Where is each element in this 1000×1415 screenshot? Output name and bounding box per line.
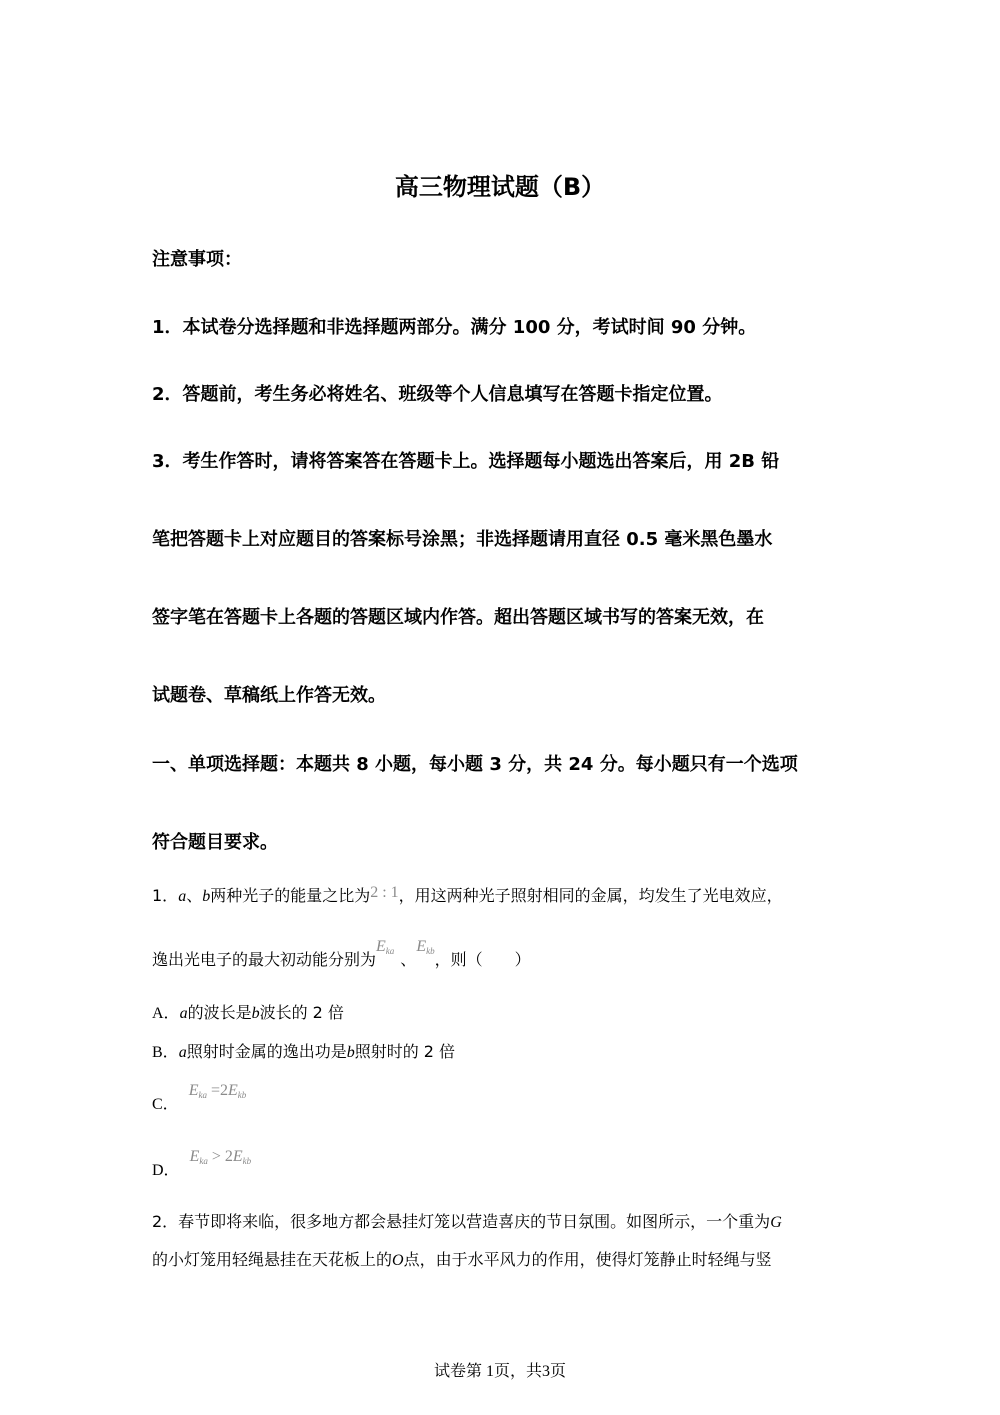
notice-item-1: 1．本试卷分选择题和非选择题两部分。满分 100 分，考试时间 90 分钟。: [152, 317, 757, 338]
var-b: b: [346, 1044, 355, 1061]
question-1-line-1: [152, 883, 783, 906]
option-text: 波长的 2 倍: [259, 1003, 344, 1022]
option-a: [152, 1000, 344, 1023]
question-text: 逸出光电子的最大初动能分别为: [152, 950, 377, 969]
section1-heading-line-2: 符合题目要求。: [152, 832, 278, 853]
question-2-line-2: [152, 1247, 772, 1270]
question-text: 2．春节即将来临，很多地方都会悬挂灯笼以营造喜庆的节日氛围。如图所示，一个重为: [152, 1212, 771, 1231]
option-label: D．: [152, 1162, 180, 1179]
notice-item-3-line-3: 签字笔在答题卡上各题的答题区域内作答。超出答题区域书写的答案无效，在: [152, 607, 764, 628]
question-text: ，则（ ）: [434, 950, 531, 969]
question-1-line-2: [152, 938, 531, 970]
option-text: 的波长是: [187, 1003, 252, 1022]
option-d: [152, 1148, 252, 1180]
var-a: a: [178, 888, 187, 905]
ratio-formula: 2 : 1: [370, 884, 399, 901]
separator: 、: [186, 886, 203, 905]
separator: 、: [400, 950, 417, 969]
option-text: 照射时的 2 倍: [354, 1042, 456, 1061]
notice-item-3-line-4: 试题卷、草稿纸上作答无效。: [152, 685, 386, 706]
notice-item-3-line-2: 笔把答题卡上对应题目的答案标号涂黑；非选择题请用直径 0.5 毫米黑色墨水: [152, 529, 773, 550]
var-b: b: [202, 888, 211, 905]
var-a: a: [178, 1044, 187, 1061]
option-c: [152, 1082, 247, 1114]
var-b: b: [251, 1005, 260, 1022]
option-label: A．: [152, 1005, 180, 1022]
page-title: 高三物理试题（B）: [394, 173, 606, 201]
question-text: 点，由于水平风力的作用，使得灯笼静止时轻绳与竖: [403, 1250, 772, 1269]
formula-eka: $E_{ka}$: [376, 938, 395, 956]
question-2-line-1: [152, 1209, 782, 1232]
question-text: ，用这两种光子照射相同的金属，均发生了光电效应，: [398, 886, 783, 905]
question-text: 的小灯笼用轻绳悬挂在天花板上的: [152, 1250, 393, 1269]
option-label: B．: [152, 1044, 179, 1061]
var-o: O: [392, 1252, 404, 1269]
formula-option-d: $E_{ka} > 2E_{kb}$: [189, 1148, 252, 1166]
option-b: [152, 1039, 455, 1062]
page-footer: 试卷第 1页，共3页: [433, 1363, 566, 1380]
var-a: a: [179, 1005, 188, 1022]
formula-ekb: $E_{kb}$: [416, 938, 435, 956]
option-text: 照射时金属的逸出功是: [186, 1042, 347, 1061]
notice-item-3-line-1: 3．考生作答时，请将答案答在答题卡上。选择题每小题选出答案后，用 2B 铅: [152, 451, 780, 472]
question-number: 1．: [152, 886, 179, 905]
notice-item-2: 2．答题前，考生务必将姓名、班级等个人信息填写在答题卡指定位置。: [152, 384, 723, 405]
section1-heading-line-1: 一、单项选择题：本题共 8 小题，每小题 3 分，共 24 分。每小题只有一个选项: [152, 754, 798, 775]
option-label: C．: [152, 1096, 179, 1113]
notice-heading: 注意事项：: [152, 249, 242, 270]
var-g: G: [770, 1214, 782, 1231]
formula-option-c: $E_{ka} =2E_{kb}$: [188, 1082, 247, 1100]
question-text: 两种光子的能量之比为: [210, 886, 371, 905]
